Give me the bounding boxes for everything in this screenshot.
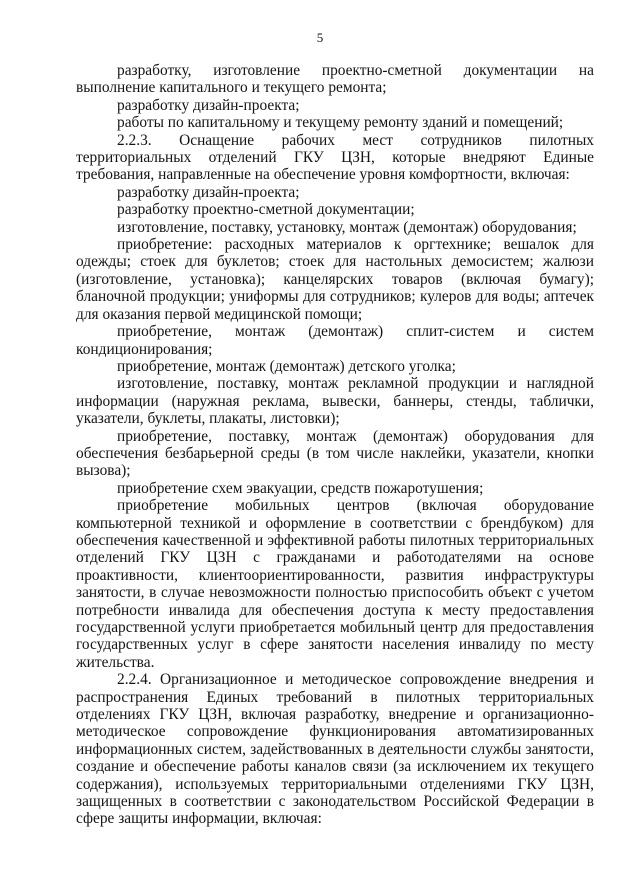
paragraph: разработку дизайн-проекта; — [117, 183, 300, 201]
paragraph: приобретение: расходных материалов к оргтехнике; вешалок для одежды; стоек для буклетов; стоек для настольных демосистем; жалюзи (изготовление, установка); канцелярских товаров (включая бумагу); бланочной продукции; униформы для сотрудников; кулеров для воды; аптечек для оказания первой медицинской помощи; — [76, 236, 594, 323]
paragraph: изготовление, поставку, установку, монтаж (демонтаж) оборудования; — [117, 218, 577, 236]
paragraph: приобретение, монтаж (демонтаж) детского уголка; — [117, 357, 456, 375]
paragraph: приобретение, поставку, монтаж (демонтаж) оборудования для обеспечения безбарьерной среды (в том числе наклейки, указатели, кнопки вызова); — [76, 427, 594, 480]
paragraph: работы по капитальному и текущему ремонту зданий и помещений; — [117, 114, 564, 132]
paragraph: приобретение, монтаж (демонтаж) сплит-систем и систем кондиционирования; — [76, 323, 594, 358]
section-paragraph-2-2-3: 2.2.3. Оснащение рабочих мест сотрудников пилотных территориальных отделений ГКУ ЦЗН, которые внедряют Единые требования, направленные на обеспечение уровня комфортности, включая: — [76, 131, 594, 184]
section-paragraph-2-2-4: 2.2.4. Организационное и методическое сопровождение внедрения и распространения Единых требований в пилотных территориальных отделениях ГКУ ЦЗН, включая разработку, внедрение и организационно-методическое сопровождение функционирования автоматизированных информационных систем, задействованных в деятельности службы занятости, создание и обеспечение работы каналов связи (за исключением их текущего содержания), используемых территориальными отделениями ГКУ ЦЗН, защищенных в соответствии с законодательством Российской Федерации в сфере защиты информации, включая: — [76, 671, 594, 828]
paragraph: приобретение схем эвакуации, средств пожаротушения; — [117, 479, 484, 497]
paragraph: разработку проектно-сметной документации; — [117, 201, 415, 219]
paragraph: разработку дизайн-проекта; — [117, 96, 300, 114]
paragraph: изготовление, поставку, монтаж рекламной продукции и наглядной информации (наружная реклама, вывески, баннеры, стенды, таблички, указатели, буклеты, плакаты, листовки); — [76, 375, 594, 428]
paragraph: разработку, изготовление проектно-сметной документации на выполнение капитального и текущего ремонта; — [76, 62, 594, 97]
document-body — [76, 62, 594, 828]
paragraph: приобретение мобильных центров (включая оборудование компьютерной техникой и оформление в соответствии с брендбуком) для обеспечения качественной и эффективной работы пилотных территориальных отделений ГКУ ЦЗН с гражданами и работодателями на основе проактивности, клиентоориентированности, развития инфраструктуры занятости, в случае невозможности полностью приспособить объект с учетом потребности инвалида для обеспечения доступа к месту предоставления государственной услуги приобретается мобильный центр для предоставления государственных услуг в сфере занятости населения инвалиду по месту жительства. — [76, 497, 594, 671]
page-number: 5 — [316, 30, 324, 45]
